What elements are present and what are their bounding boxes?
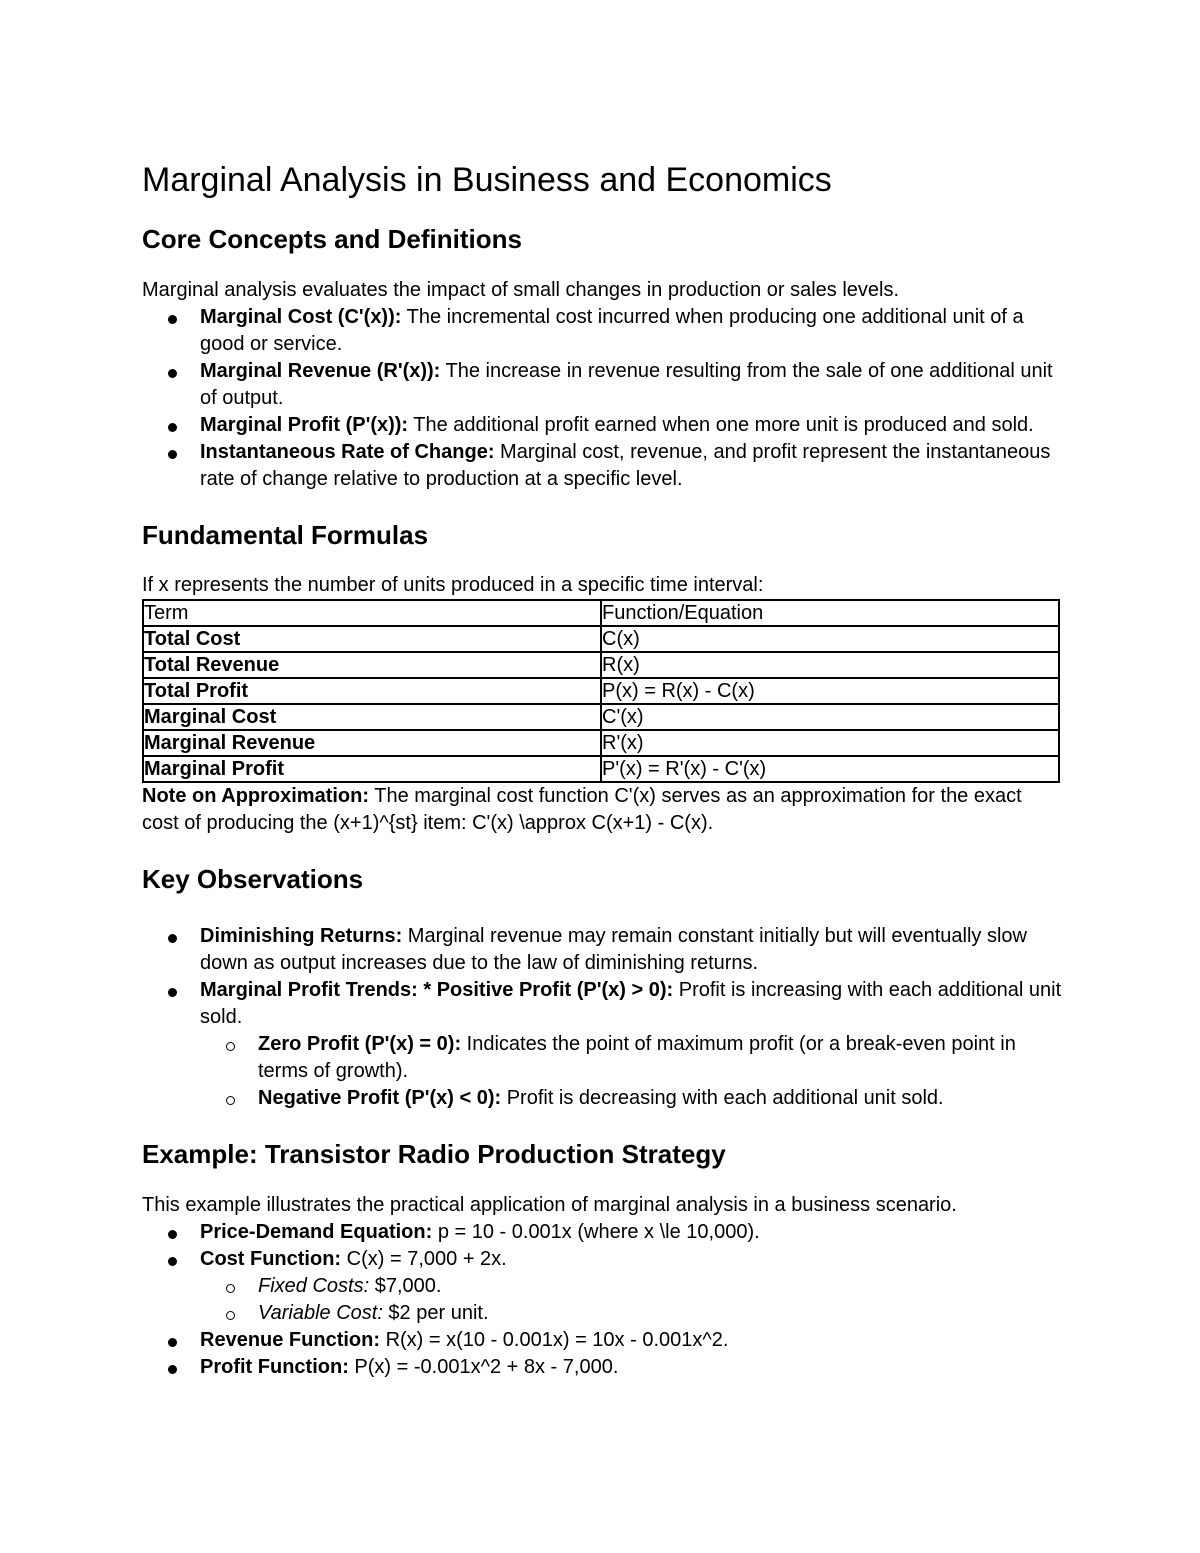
bullet-icon	[168, 1365, 177, 1374]
circle-bullet-icon	[226, 1042, 235, 1051]
item-term: Instantaneous Rate of Change:	[200, 440, 495, 463]
term-label: Marginal Cost	[144, 706, 277, 729]
item-text: Marginal cost, revenue, and profit represent the instantaneous rate of change relative to production at a specific level.	[200, 440, 1051, 490]
table-cell-term	[143, 626, 601, 652]
bullet-icon	[168, 315, 177, 324]
sub-list-item	[142, 1273, 1062, 1300]
circle-bullet-icon	[226, 1311, 235, 1320]
item-text: The incremental cost incurred when producing one additional unit of a good or service.	[200, 305, 1024, 355]
list-item	[142, 1354, 1062, 1381]
list-item	[142, 412, 1062, 439]
sub-list-item	[142, 1300, 1062, 1327]
term-label: Total Revenue	[144, 654, 280, 677]
item-term: Variable Cost:	[258, 1301, 383, 1324]
list-item	[142, 358, 1062, 412]
table-row	[143, 730, 1059, 756]
list-item	[142, 439, 1062, 493]
term-label: Total Cost	[144, 628, 241, 651]
sub-list-item	[142, 1031, 1062, 1085]
table-row	[143, 652, 1059, 678]
example-list	[142, 1219, 1062, 1381]
item-text: P(x) = -0.001x^2 + 8x - 7,000.	[348, 1355, 619, 1378]
section-heading-key-observations: Key Observations	[142, 864, 364, 895]
table-header-row	[143, 600, 1059, 626]
bullet-icon	[168, 450, 177, 459]
item-text: $7,000.	[369, 1274, 442, 1297]
bullet-icon	[168, 1338, 177, 1347]
table-header-cell: Function/Equation	[601, 600, 1059, 626]
item-term: Cost Function:	[200, 1247, 342, 1270]
table-row	[143, 626, 1059, 652]
table-cell-term	[143, 652, 601, 678]
core-concepts-intro: Marginal analysis evaluates the impact of small changes in production or sales levels.	[142, 278, 900, 301]
item-term: Revenue Function:	[200, 1328, 381, 1351]
observations-list	[142, 923, 1062, 1112]
section-heading-example: Example: Transistor Radio Production Strategy	[142, 1139, 726, 1170]
item-term: Marginal Profit (P'(x)):	[200, 413, 409, 436]
table-cell-equation: P'(x) = R'(x) - C'(x)	[601, 756, 1059, 782]
bullet-icon	[168, 1257, 177, 1266]
item-text: The increase in revenue resulting from the sale of one additional unit of output.	[200, 359, 1053, 409]
item-term: Marginal Cost (C'(x)):	[200, 305, 402, 328]
table-cell-term	[143, 704, 601, 730]
example-intro: This example illustrates the practical application of marginal analysis in a business scenario.	[142, 1193, 957, 1216]
table-cell-term	[143, 730, 601, 756]
item-term: Marginal Profit Trends: * Positive Profit (P'(x) > 0):	[200, 979, 674, 1002]
list-item	[142, 977, 1062, 1031]
bullet-icon	[168, 988, 177, 997]
item-term: Marginal Revenue (R'(x)):	[200, 359, 441, 382]
sub-list-item	[142, 1085, 1062, 1112]
table-cell-term	[143, 678, 601, 704]
table-header-cell: Term	[143, 600, 601, 626]
item-text: Indicates the point of maximum profit (or a break-even point in terms of growth).	[258, 1033, 1016, 1083]
table-row	[143, 678, 1059, 704]
table-cell-term	[143, 756, 601, 782]
item-text: R(x) = x(10 - 0.001x) = 10x - 0.001x^2.	[380, 1328, 729, 1351]
bullet-icon	[168, 1230, 177, 1239]
item-text: $2 per unit.	[382, 1301, 489, 1324]
core-concepts-list	[142, 304, 1062, 493]
circle-bullet-icon	[226, 1096, 235, 1105]
list-item	[142, 1246, 1062, 1273]
table-row	[143, 756, 1059, 782]
circle-bullet-icon	[226, 1284, 235, 1293]
section-heading-fundamental-formulas: Fundamental Formulas	[142, 519, 429, 550]
table-cell-equation: R(x)	[601, 652, 1059, 678]
note-text: The marginal cost function C'(x) serves as an approximation for the exact cost of producing the (x+1)^{st} item: C'(x) \approx C(x+1) - C(x).	[142, 785, 1022, 835]
table-cell-equation: P(x) = R(x) - C(x)	[601, 678, 1059, 704]
list-item	[142, 1327, 1062, 1354]
bullet-icon	[168, 934, 177, 943]
document-page	[142, 160, 1062, 1381]
item-term: Price-Demand Equation:	[200, 1220, 433, 1243]
section-heading-core-concepts: Core Concepts and Definitions	[142, 223, 522, 254]
item-text: p = 10 - 0.001x (where x \le 10,000).	[432, 1220, 760, 1243]
list-item	[142, 304, 1062, 358]
item-term: Diminishing Returns:	[200, 925, 403, 948]
bullet-icon	[168, 423, 177, 432]
term-label: Marginal Profit	[144, 758, 285, 781]
table-cell-equation: R'(x)	[601, 730, 1059, 756]
table-cell-equation: C(x)	[601, 626, 1059, 652]
term-label: Marginal Revenue	[144, 732, 316, 755]
formulas-intro: If x represents the number of units produced in a specific time interval:	[142, 574, 764, 597]
term-label: Total Profit	[144, 680, 249, 703]
formulas-table	[142, 599, 1060, 783]
item-term: Zero Profit (P'(x) = 0):	[258, 1033, 462, 1056]
item-text: C(x) = 7,000 + 2x.	[341, 1247, 507, 1270]
item-term: Fixed Costs:	[258, 1274, 370, 1297]
table-cell-equation: C'(x)	[601, 704, 1059, 730]
item-term: Negative Profit (P'(x) < 0):	[258, 1087, 502, 1110]
item-text: The additional profit earned when one more unit is produced and sold.	[408, 413, 1034, 436]
table-row	[143, 704, 1059, 730]
item-text: Profit is decreasing with each additional unit sold.	[501, 1087, 944, 1110]
item-text: Profit is increasing with each additional unit sold.	[200, 979, 1062, 1029]
item-term: Profit Function:	[200, 1355, 349, 1378]
note-term: Note on Approximation:	[142, 785, 370, 808]
item-text: Marginal revenue may remain constant initially but will eventually slow down as output increases due to the law of diminishing returns.	[200, 925, 1027, 975]
approximation-note	[142, 783, 1062, 837]
list-item	[142, 923, 1062, 977]
bullet-icon	[168, 369, 177, 378]
list-item	[142, 1219, 1062, 1246]
page-title: Marginal Analysis in Business and Economics	[142, 161, 832, 199]
